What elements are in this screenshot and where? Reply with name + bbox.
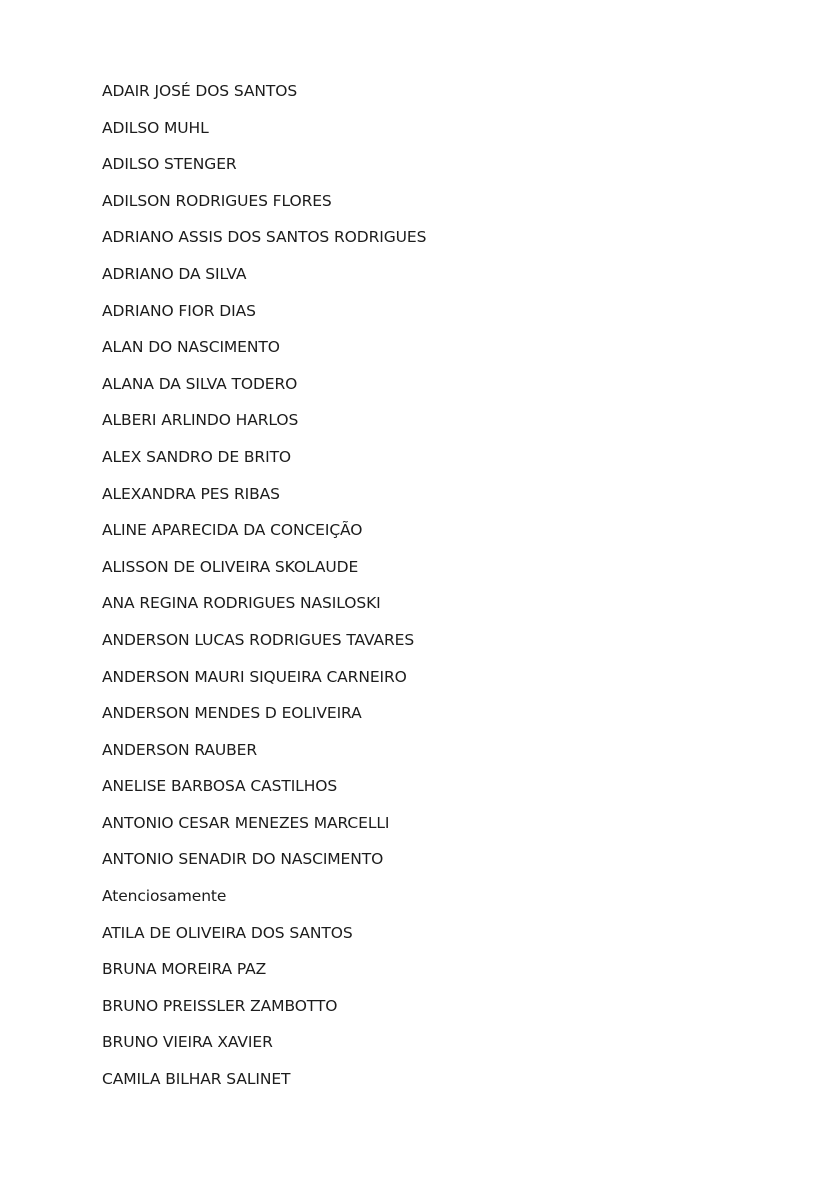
list-item: ALEXANDRA PES RIBAS	[102, 484, 280, 503]
closing-text: Atenciosamente	[102, 887, 227, 906]
list-item: ANELISE BARBOSA CASTILHOS	[102, 777, 338, 796]
list-item: ANDERSON LUCAS RODRIGUES TAVARES	[102, 630, 415, 649]
list-item: ADAIR JOSÉ DOS SANTOS	[102, 82, 298, 100]
list-item: ADILSO MUHL	[102, 118, 209, 137]
list-item: ADILSO STENGER	[102, 155, 237, 174]
list-item: ANA REGINA RODRIGUES NASILOSKI	[102, 594, 381, 613]
list-item: ANTONIO CESAR MENEZES MARCELLI	[102, 813, 390, 832]
list-item: ADRIANO ASSIS DOS SANTOS RODRIGUES	[102, 228, 427, 247]
list-item: ANDERSON RAUBER	[102, 740, 258, 759]
list-item: ALEX SANDRO DE BRITO	[102, 447, 292, 466]
list-item: ALBERI ARLINDO HARLOS	[102, 411, 299, 430]
list-item: ANDERSON MAURI SIQUEIRA CARNEIRO	[102, 667, 407, 686]
list-item: BRUNA MOREIRA PAZ	[102, 960, 267, 979]
list-item: ANDERSON MENDES D EOLIVEIRA	[102, 704, 362, 723]
list-item: ADRIANO DA SILVA	[102, 264, 247, 283]
list-item: ADRIANO FIOR DIAS	[102, 301, 256, 320]
list-item: ANTONIO SENADIR DO NASCIMENTO	[102, 850, 384, 869]
list-item: ALISSON DE OLIVEIRA SKOLAUDE	[102, 557, 359, 576]
list-item: CAMILA BILHAR SALINET	[102, 1070, 291, 1089]
name-list	[102, 80, 426, 1105]
list-item: ALANA DA SILVA TODERO	[102, 374, 298, 393]
list-item: ADILSON RODRIGUES FLORES	[102, 191, 332, 210]
list-item: ALAN DO NASCIMENTO	[102, 338, 280, 357]
list-item: BRUNO PREISSLER ZAMBOTTO	[102, 996, 338, 1015]
list-item: ATILA DE OLIVEIRA DOS SANTOS	[102, 923, 353, 942]
list-item: ALINE APARECIDA DA CONCEIÇÃO	[102, 521, 363, 540]
list-item: BRUNO VIEIRA XAVIER	[102, 1033, 273, 1052]
